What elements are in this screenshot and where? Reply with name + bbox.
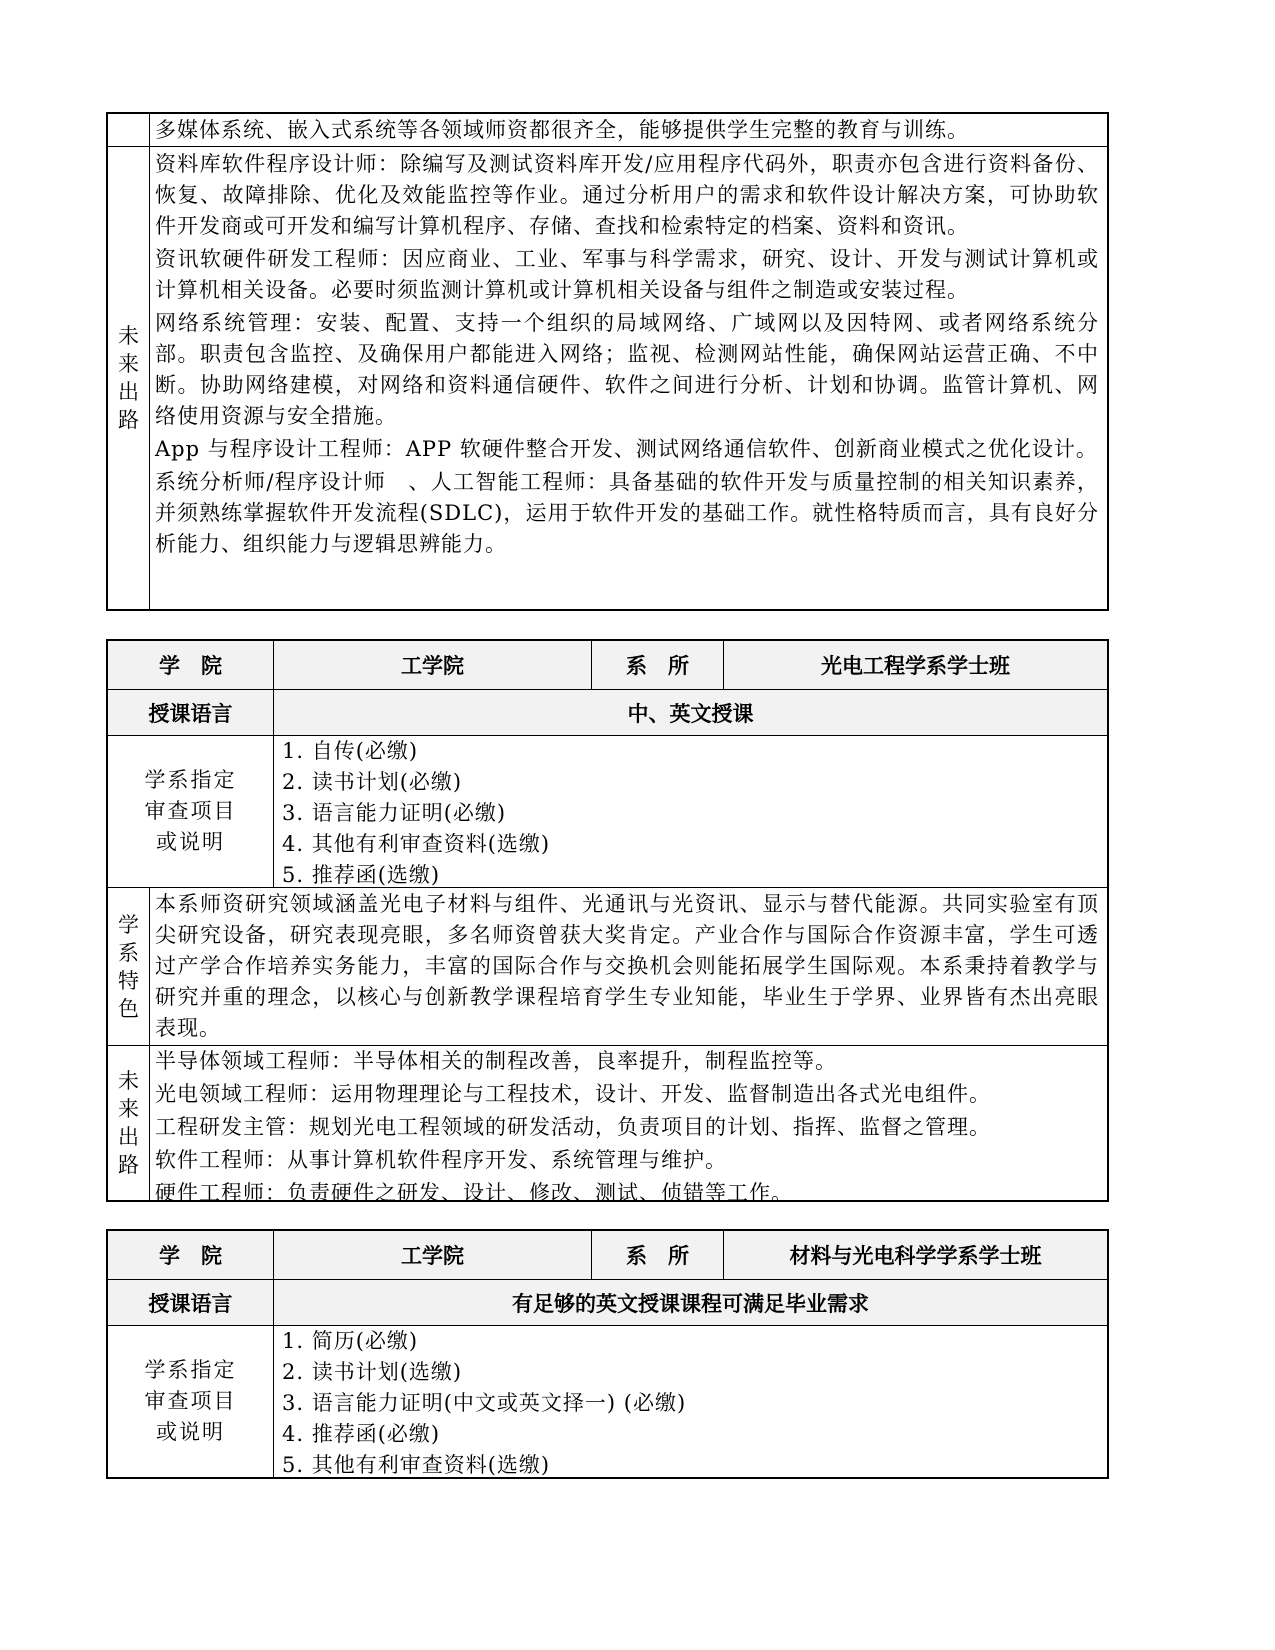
table-row-language [108, 1279, 1107, 1325]
future-paragraph: App 与程序设计工程师：APP 软硬件整合开发、测试网络通信软件、创新商业模式之优化设计。 [155, 437, 1098, 461]
future-paragraph: 系统分析师/程序设计师 、人工智能工程师：具备基础的软件开发与质量控制的相关知识素养，并须熟练掌握软件开发流程(SDLC)，运用于软件开发的基础工作。就性格特质而言，具有良好分析能力、组织能力与逻辑思辨能力。 [155, 470, 1099, 556]
lang-value: 中、英文授课 [274, 690, 1107, 735]
review-label: 学系指定审查项目或说明 [108, 1326, 274, 1477]
dept-value: 光电工程学系学士班 [724, 641, 1107, 689]
list-item: 3. 语言能力证明(中文或英文择一) (必缴) [282, 1391, 687, 1415]
lang-label: 授课语言 [108, 690, 274, 735]
review-label: 学系指定审查项目或说明 [108, 736, 274, 887]
list-item: 4. 推荐函(必缴) [282, 1422, 441, 1446]
future-line: 工程研发主管：规划光电工程领域的研发活动，负责项目的计划、指挥、监督之管理。 [155, 1115, 991, 1139]
future-label-cell [108, 147, 150, 609]
table-materials [106, 1229, 1109, 1479]
future-paragraph: 资讯软硬件研发工程师：因应商业、工业、军事与科学需求，研究、设计、开发与测试计算机或计算机相关设备。必要时须监测计算机或计算机相关设备与组件之制造或安装过程。 [155, 247, 1099, 302]
future-line: 光电领域工程师：运用物理理论与工程技术，设计、开发、监督制造出各式光电组件。 [155, 1082, 991, 1106]
future-line: 软件工程师：从事计算机软件程序开发、系统管理与维护。 [155, 1148, 727, 1172]
table-row-review [108, 1325, 1107, 1477]
table-row-review [108, 735, 1107, 887]
top-row-text: 多媒体系统、嵌入式系统等各领域师资都很齐全，能够提供学生完整的教育与训练。 [155, 118, 969, 142]
list-item: 4. 其他有利审查资料(选缴) [282, 832, 551, 856]
future-label-cell [108, 1046, 150, 1200]
list-item: 2. 读书计划(必缴) [282, 770, 463, 794]
empty-label-cell [108, 114, 150, 146]
feature-label: 学系特色 [118, 912, 139, 1021]
review-list [282, 736, 550, 891]
table-optoelectronics [106, 639, 1109, 1205]
table-row-college [108, 641, 1107, 689]
feature-text: 本系师资研究领域涵盖光电子材料与组件、光通讯与光资讯、显示与替代能源。共同实验室有顶尖研究设备，研究表现亮眼，多名师资曾获大奖肯定。产业合作与国际合作资源丰富，学生可透过产学合作培养实务能力，丰富的国际合作与交换机会则能拓展学生国际观。本系秉持着教学与研究并重的理念，以核心与创新教学课程培育学生专业知能，毕业生于学界、业界皆有杰出亮眼表现。 [155, 892, 1099, 1040]
table-row-features [108, 887, 1107, 1045]
future-line: 半导体领域工程师：半导体相关的制程改善，良率提升，制程监控等。 [155, 1049, 837, 1073]
review-list [282, 1326, 686, 1481]
future-label: 未来出路 [118, 324, 139, 432]
table-row-future [108, 1045, 1107, 1205]
list-item: 1. 自传(必缴) [282, 739, 419, 763]
future-label: 未来出路 [118, 1069, 139, 1177]
future-content [155, 1046, 1099, 1211]
college-value: 工学院 [274, 1231, 592, 1279]
dept-label: 系 所 [592, 641, 724, 689]
list-item: 5. 其他有利审查资料(选缴) [282, 1453, 551, 1477]
table-cs-continued [106, 112, 1109, 611]
feature-label-cell [108, 888, 150, 1045]
college-label: 学 院 [108, 1231, 274, 1279]
list-item: 3. 语言能力证明(必缴) [282, 801, 507, 825]
list-item: 5. 推荐函(选缴) [282, 863, 441, 887]
dept-value: 材料与光电科学学系学士班 [724, 1231, 1107, 1279]
table-row-language [108, 689, 1107, 735]
lang-label: 授课语言 [108, 1280, 274, 1325]
college-label: 学 院 [108, 641, 274, 689]
lang-value: 有足够的英文授课课程可满足毕业需求 [274, 1280, 1107, 1325]
future-paragraph: 资料库软件程序设计师：除编写及测试资料库开发/应用程序代码外，职责亦包含进行资料备份、恢复、故障排除、优化及效能监控等作业。通过分析用户的需求和软件设计解决方案，可协助软件开发商或可开发和编写计算机程序、存储、查找和检索特定的档案、资料和资讯。 [155, 152, 1099, 238]
list-item: 1. 简历(必缴) [282, 1329, 419, 1353]
table-row-college [108, 1231, 1107, 1279]
future-content [155, 149, 1099, 562]
dept-label: 系 所 [592, 1231, 724, 1279]
list-item: 2. 读书计划(选缴) [282, 1360, 463, 1384]
table-row-top [108, 114, 1107, 146]
table-row-future [108, 146, 1107, 609]
college-value: 工学院 [274, 641, 592, 689]
future-line: 硬件工程师：负责硬件之研发、设计、修改、测试、侦错等工作。 [155, 1181, 793, 1205]
future-paragraph: 网络系统管理：安装、配置、支持一个组织的局域网络、广域网以及因特网、或者网络系统分部。职责包含监控、及确保用户都能进入网络；监视、检测网站性能，确保网站运营正确、不中断。协助网络建模，对网络和资料通信硬件、软件之间进行分析、计划和协调。监管计算机、网络使用资源与安全措施。 [155, 311, 1099, 428]
